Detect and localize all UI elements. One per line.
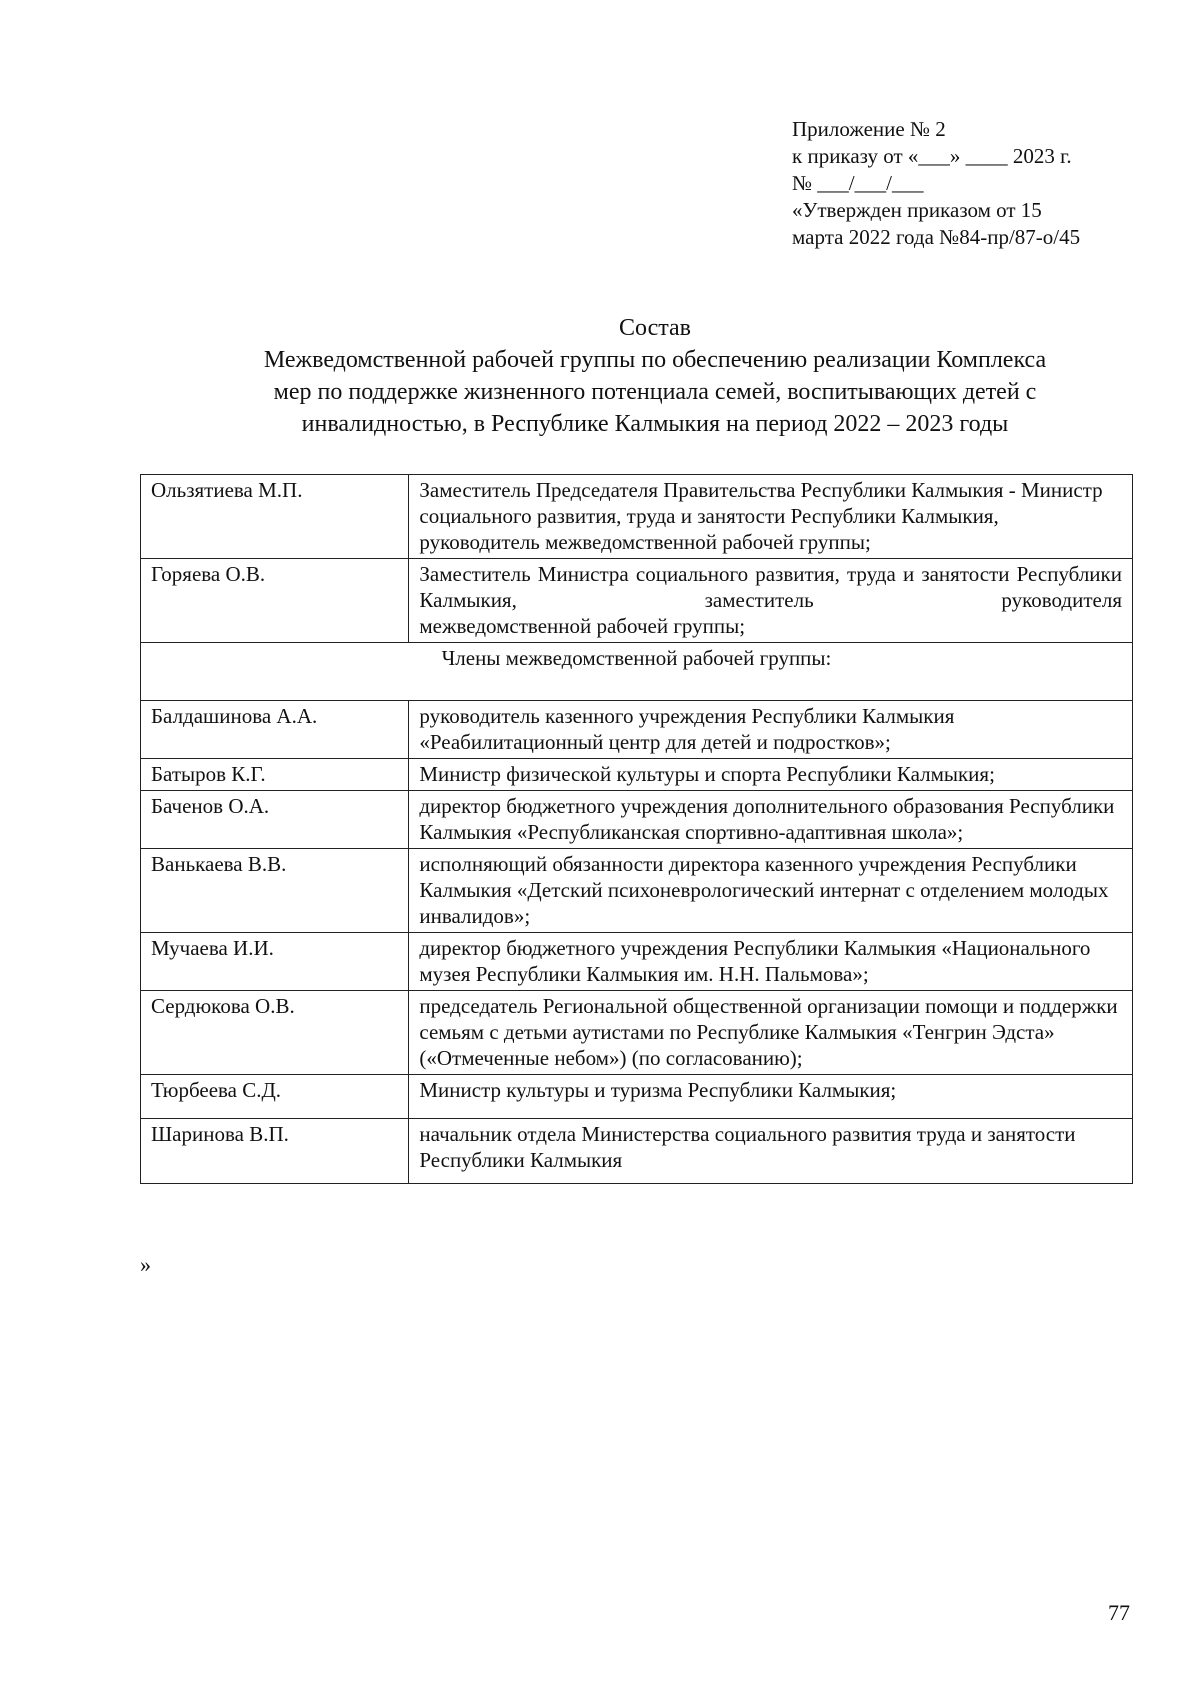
appendix-number: Приложение № 2 [792, 117, 946, 141]
member-role-last-line: межведомственной рабочей группы; [419, 614, 746, 638]
heading-line-2: мер по поддержке жизненного потенциала семей, воспитывающих детей с [273, 379, 1037, 405]
heading-line-1: Межведомственной рабочей группы по обеспечению реализации Комплекса [263, 347, 1047, 373]
section-row [141, 643, 1133, 701]
member-role [409, 559, 1133, 643]
appendix-approved-line: «Утвержден приказом от 15 [792, 198, 1042, 222]
member-name: Мучаева И.И. [141, 933, 409, 991]
member-role: Министр физической культуры и спорта Республики Калмыкия; [409, 759, 1133, 791]
member-name: Балдашинова А.А. [141, 701, 409, 759]
appendix-order-date: к приказу от «___» ____ 2023 г. [792, 144, 1072, 168]
member-role: Заместитель Председателя Правительства Республики Калмыкия - Министр социального развития, труда и занятости Республики Калмыкия, руководитель межведомственной рабочей группы; [409, 475, 1133, 559]
members-section-title: Члены межведомственной рабочей группы: [141, 643, 1133, 701]
table-row [141, 701, 1133, 759]
appendix-approved-date: марта 2022 года №84-пр/87-о/45 [792, 225, 1081, 249]
table-row [141, 791, 1133, 849]
page-number: 77 [1108, 1600, 1130, 1625]
member-name: Сердюкова О.В. [141, 991, 409, 1075]
member-role: начальник отдела Министерства социального развития труда и занятости Республики Калмыкия [409, 1119, 1133, 1184]
member-name: Баченов О.А. [141, 791, 409, 849]
heading-title: Состав [618, 315, 692, 341]
member-name: Тюрбеева С.Д. [141, 1075, 409, 1119]
table-row [141, 1119, 1133, 1184]
table-row [141, 475, 1133, 559]
member-name: Ользятиева М.П. [141, 475, 409, 559]
table-row [141, 991, 1133, 1075]
table-row [141, 849, 1133, 933]
member-name: Батыров К.Г. [141, 759, 409, 791]
member-name: Шаринова В.П. [141, 1119, 409, 1184]
member-role: председатель Региональной общественной организации помощи и поддержки семьям с детьми аутистами по Республике Калмыкия «Тенгрин Эдста» («Отмеченные небом») (по согласованию); [409, 991, 1133, 1075]
table-row [141, 1075, 1133, 1119]
appendix-order-number: № ___/___/___ [792, 171, 924, 195]
member-role: исполняющий обязанности директора казенного учреждения Республики Калмыкия «Детский психоневрологический интернат с отделением молодых инвалидов»; [409, 849, 1133, 933]
document-heading [140, 312, 1170, 440]
member-name: Ванькаева В.В. [141, 849, 409, 933]
members-table [140, 474, 1133, 1184]
member-role: директор бюджетного учреждения Республики Калмыкия «Национального музея Республики Калмыкия им. Н.Н. Пальмова»; [409, 933, 1133, 991]
table-row [141, 759, 1133, 791]
member-name: Горяева О.В. [141, 559, 409, 643]
closing-quote: » [140, 1252, 151, 1277]
member-role-main: Заместитель Министра социального развития, труда и занятости Республики Калмыкия, заместитель руководителя [419, 562, 1122, 612]
heading-line-3: инвалидностью, в Республике Калмыкия на период 2022 – 2023 годы [301, 411, 1009, 437]
member-role: Министр культуры и туризма Республики Калмыкия; [409, 1075, 1133, 1119]
member-role: руководитель казенного учреждения Республики Калмыкия «Реабилитационный центр для детей и подростков»; [409, 701, 1133, 759]
table-row [141, 559, 1133, 643]
appendix-header [792, 116, 1172, 251]
table-row [141, 933, 1133, 991]
member-role: директор бюджетного учреждения дополнительного образования Республики Калмыкия «Республиканская спортивно-адаптивная школа»; [409, 791, 1133, 849]
